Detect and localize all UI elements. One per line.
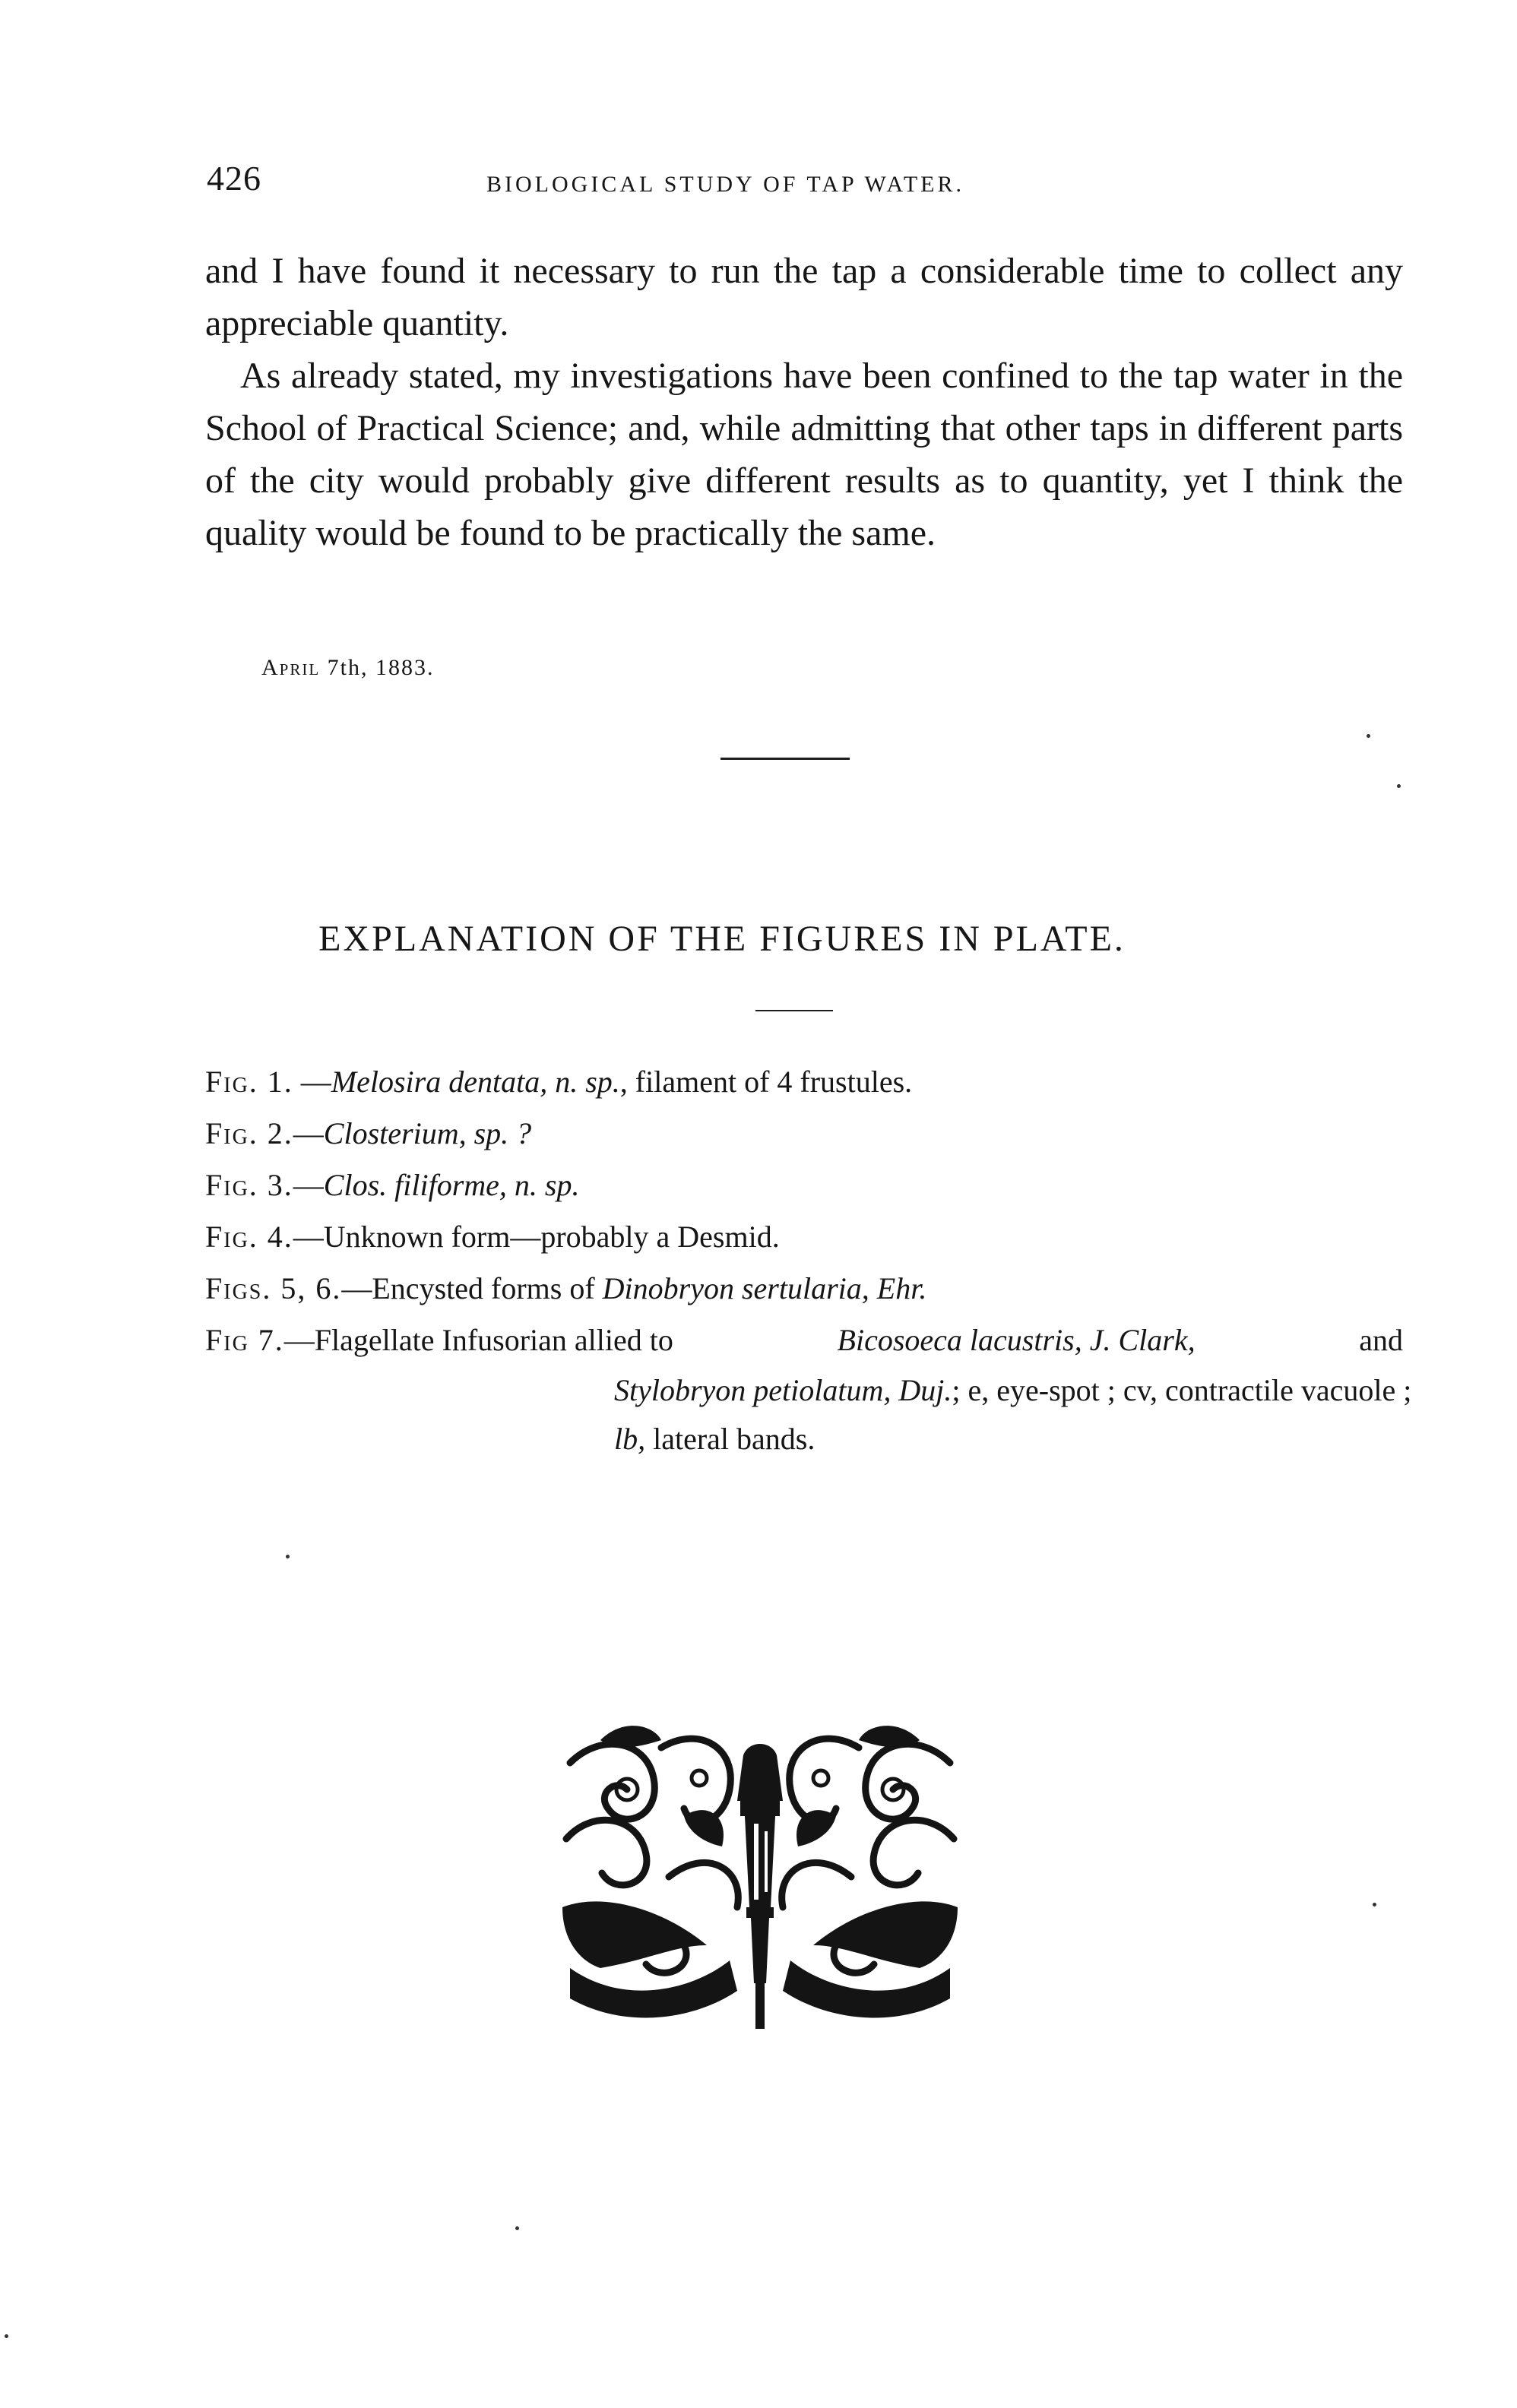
figure-label: Fig. 2.	[205, 1116, 293, 1150]
paragraph-1: and I have found it necessary to run the tap a considerable time to collect any appreciable quantity.	[205, 251, 1403, 343]
figure-explanations	[205, 1056, 1412, 1456]
dateline	[261, 655, 435, 681]
heading-underline	[755, 1010, 833, 1011]
running-title: BIOLOGICAL STUDY OF TAP WATER.	[486, 172, 965, 197]
figure-description: Unknown form—probably a Desmid.	[323, 1220, 780, 1254]
species-name: Bicosoeca lacustris, J. Clark,	[837, 1323, 1196, 1357]
species-name: Stylobryon petiolatum, Duj.	[614, 1373, 952, 1407]
page-number: 426	[207, 159, 261, 198]
figure-description: ; e, eye-spot ; cv, contractile vacuole ;	[952, 1373, 1412, 1407]
print-speck	[286, 1555, 290, 1558]
figure-description: , filament of 4 frustules.	[619, 1065, 913, 1099]
figure-description: lateral bands.	[645, 1422, 816, 1456]
figure-label: Fig. 1.	[205, 1065, 293, 1099]
decorative-tailpiece-ornament	[555, 1717, 965, 2036]
print-speck	[1397, 784, 1401, 788]
paragraph-2: As already stated, my investigations have been confined to the tap water in the School of Practical Science; and, while admitting that other taps in different parts of the city would probably give different results as to quantity, yet I think the quality would be found to be practically the same.	[205, 356, 1403, 553]
figure-label: Fig 7.	[205, 1323, 284, 1357]
figure-entry-7: Fig 7.—Flagellate Infusorian allied to Bicosoeca lacustris, J. Clark, and	[205, 1315, 1403, 1366]
section-heading: EXPLANATION OF THE FIGURES IN PLATE.	[318, 919, 1126, 959]
figure-entry-2: Fig. 2.—Closterium, sp. ?	[205, 1116, 532, 1150]
figure-description: Encysted forms of	[372, 1271, 603, 1305]
species-name: Clos. filiforme, n. sp.	[323, 1168, 580, 1202]
species-name: Closterium, sp. ?	[323, 1116, 532, 1150]
conjunction: and	[1359, 1323, 1403, 1357]
figure-entry-3: Fig. 3.—Clos. filiforme, n. sp.	[205, 1168, 580, 1202]
section-divider	[720, 758, 850, 760]
figure-label: Fig. 4.	[205, 1220, 293, 1254]
print-speck	[5, 2334, 8, 2338]
dateline-date: 7th, 1883.	[320, 655, 435, 680]
figure-label: Fig. 3.	[205, 1168, 293, 1202]
figure-entry-1: Fig. 1. —Melosira dentata, n. sp., filament of 4 frustules.	[205, 1065, 913, 1099]
abbreviation: lb,	[614, 1422, 646, 1456]
print-speck	[1373, 1903, 1376, 1906]
species-name: Melosira dentata, n. sp.	[331, 1065, 620, 1099]
body-text	[205, 245, 1403, 559]
figure-entry-5-6: Figs. 5, 6.—Encysted forms of Dinobryon sertularia, Ehr.	[205, 1271, 927, 1305]
figure-label: Figs. 5, 6.	[205, 1271, 342, 1305]
print-speck	[515, 2226, 519, 2230]
figure-entry-7-continued	[614, 1366, 1517, 1463]
dateline-month: April	[261, 655, 321, 680]
figure-description: Flagellate Infusorian allied to	[314, 1323, 673, 1357]
print-speck	[1367, 734, 1370, 738]
figure-entry-4: Fig. 4.—Unknown form—probably a Desmid.	[205, 1220, 780, 1254]
species-name: Dinobryon sertularia, Ehr.	[602, 1271, 927, 1305]
